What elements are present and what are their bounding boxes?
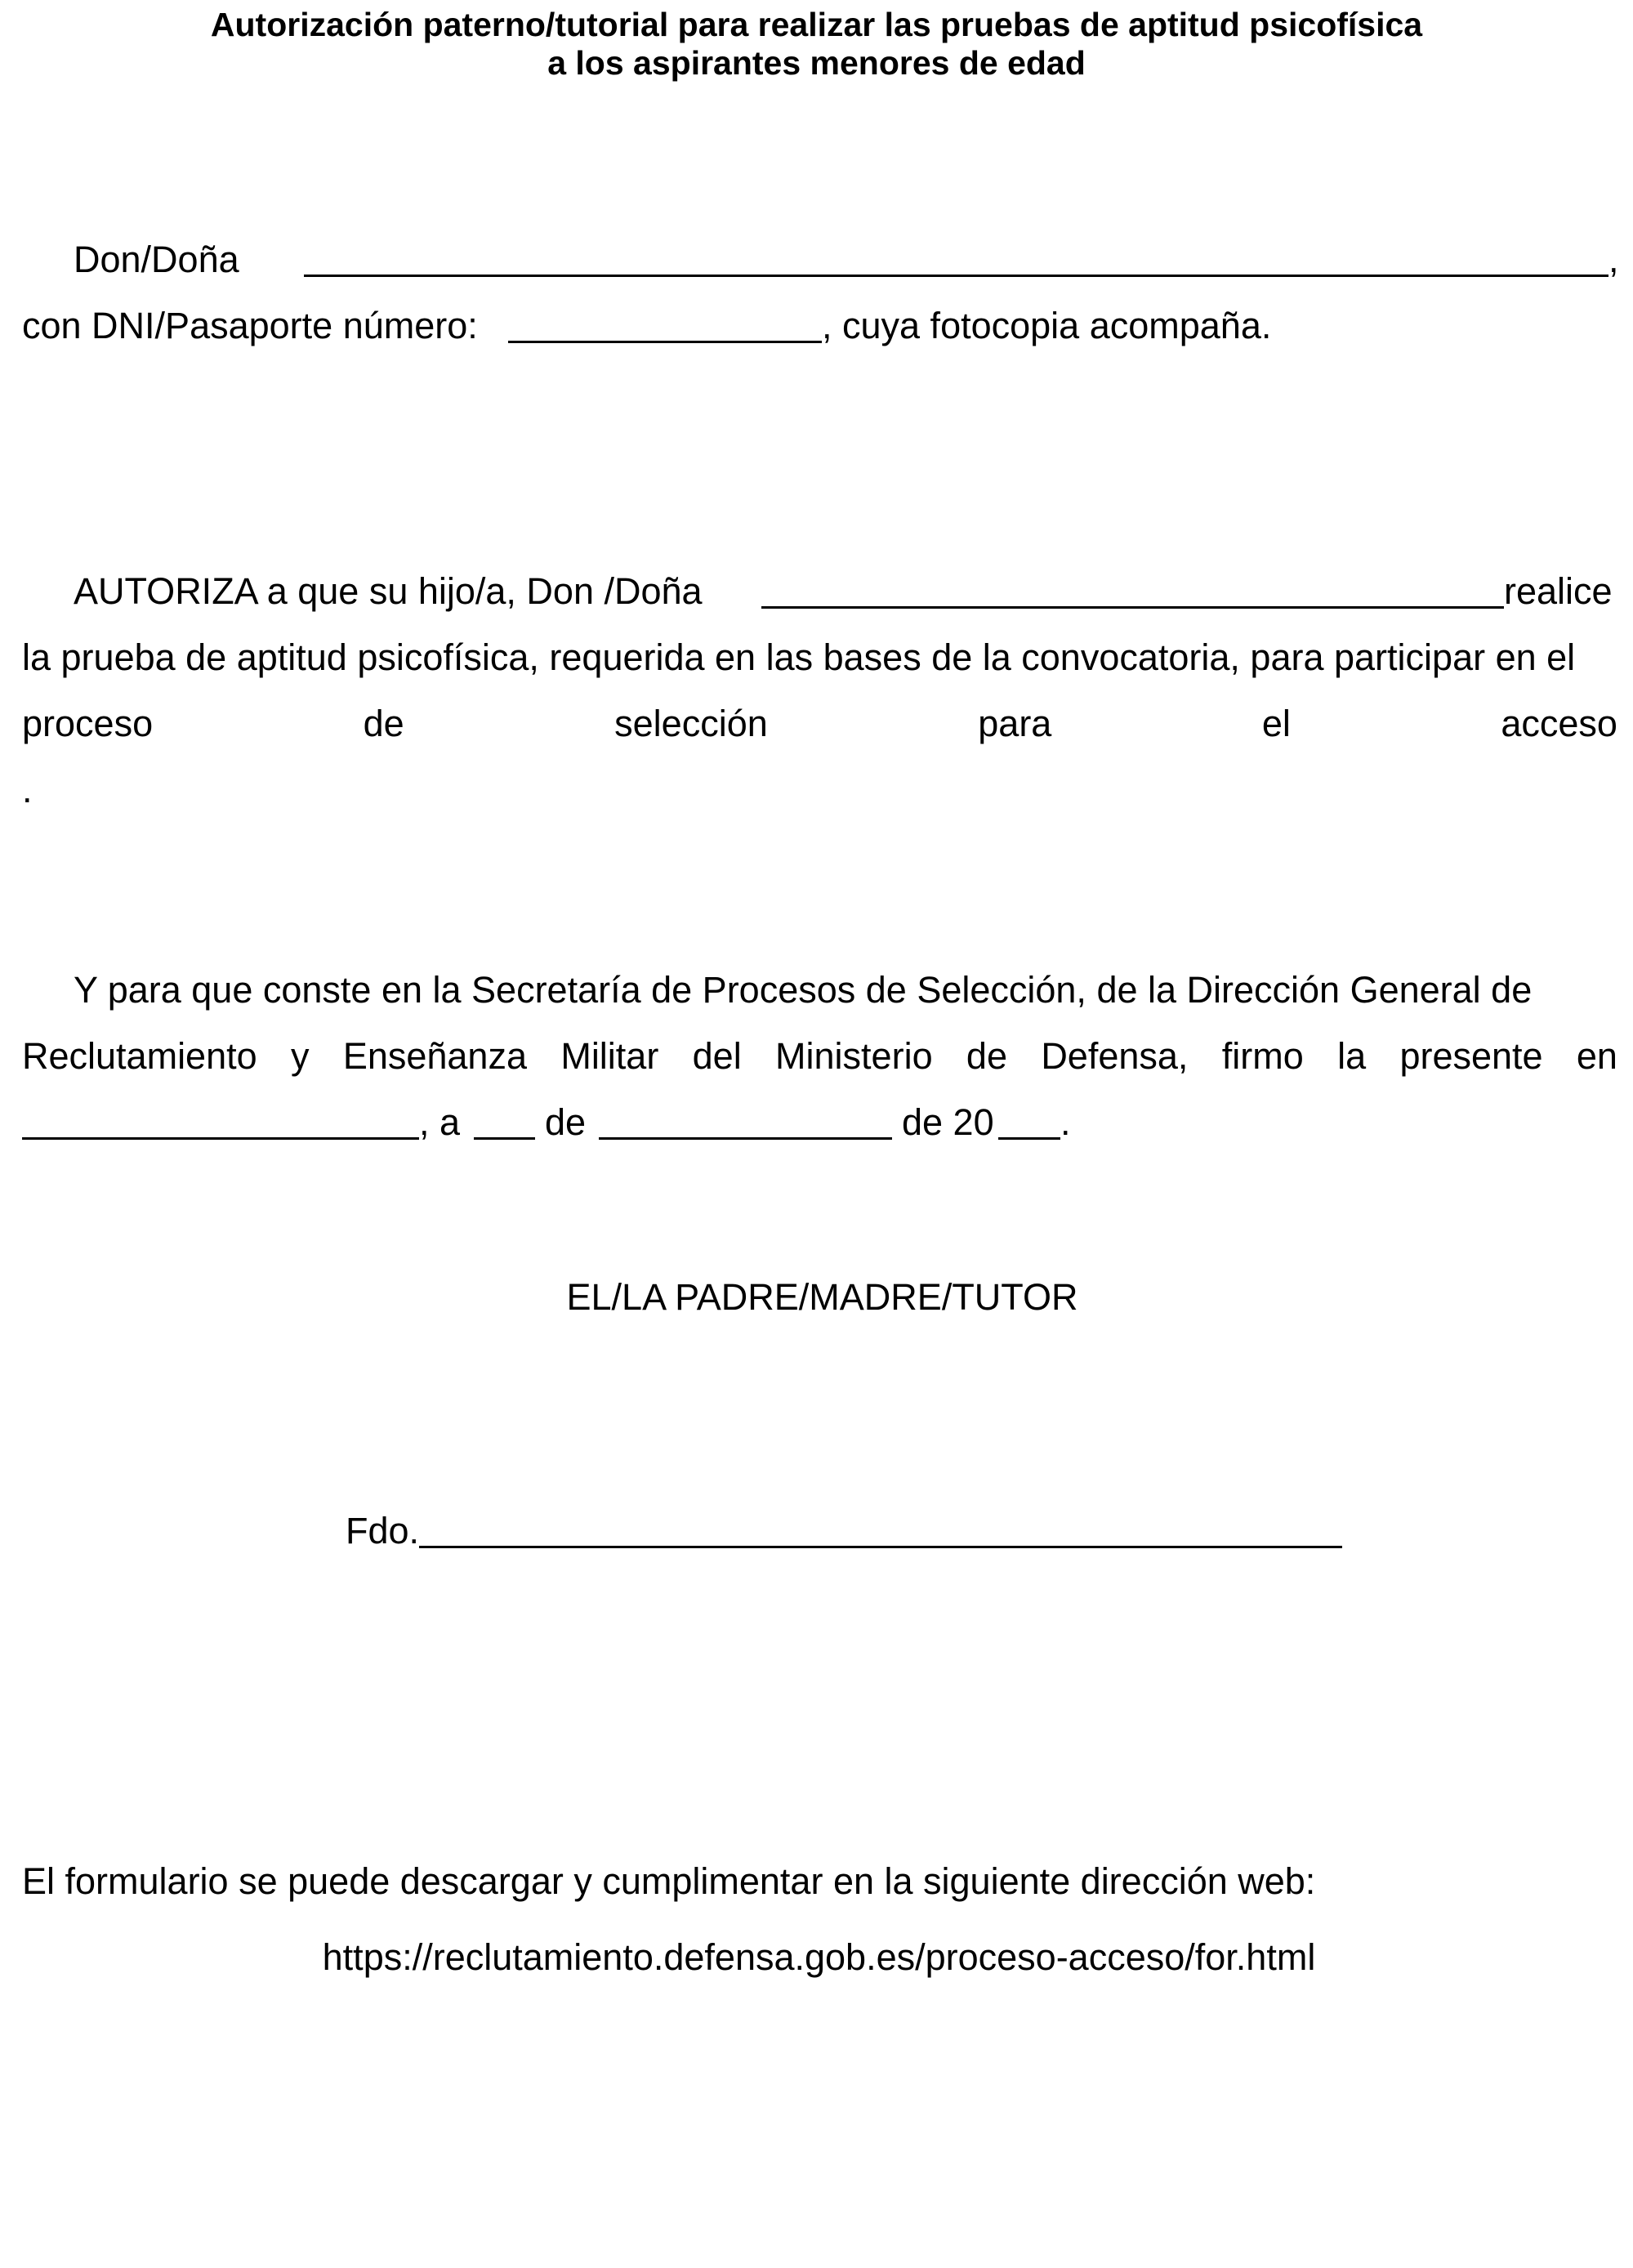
authorization-line-2: la prueba de aptitud psicofísica, requerida en las bases de la convocatoria, para participar en el bbox=[22, 636, 1576, 678]
date-end: . bbox=[1060, 1101, 1071, 1143]
parent-name-label: Don/Doña bbox=[74, 239, 239, 280]
word: Reclutamiento bbox=[22, 1035, 257, 1077]
word: Ministerio bbox=[775, 1035, 933, 1077]
child-name-blank bbox=[761, 606, 1504, 609]
document-title-line-2: a los aspirantes menores de edad bbox=[547, 44, 1086, 82]
parent-name-blank bbox=[304, 275, 1608, 277]
signature-blank bbox=[419, 1546, 1342, 1548]
word: proceso bbox=[22, 703, 154, 744]
place-blank bbox=[22, 1137, 419, 1140]
word: de bbox=[966, 1035, 1007, 1077]
place-field[interactable] bbox=[26, 1101, 415, 1137]
word: Enseñanza bbox=[342, 1035, 527, 1077]
signature-fdo-label: Fdo. bbox=[346, 1510, 420, 1551]
child-name-field[interactable] bbox=[766, 570, 1498, 606]
word: acceso bbox=[1501, 703, 1617, 744]
authorization-suffix: realice bbox=[1504, 570, 1613, 612]
parent-name-field[interactable] bbox=[310, 239, 1601, 275]
authorization-prefix: AUTORIZA a que su hijo/a, Don /Doña bbox=[74, 570, 703, 612]
word: la bbox=[1337, 1035, 1367, 1077]
authorization-line-4: . bbox=[22, 769, 33, 810]
word: el bbox=[1261, 703, 1291, 744]
word: firmo bbox=[1221, 1035, 1304, 1077]
word: del bbox=[692, 1035, 742, 1077]
year-field[interactable] bbox=[1002, 1101, 1057, 1137]
date-sep-de: de bbox=[545, 1101, 587, 1143]
day-field[interactable] bbox=[477, 1101, 532, 1137]
document-title-line-1: Autorización paterno/tutorial para realizar las pruebas de aptitud psicofísica bbox=[210, 6, 1423, 43]
authorization-line-3 bbox=[22, 705, 1617, 742]
year-blank bbox=[998, 1137, 1060, 1140]
dni-suffix: , cuya fotocopia acompaña. bbox=[822, 305, 1272, 346]
dni-blank bbox=[508, 341, 822, 343]
date-sep-year: de 20 bbox=[902, 1101, 994, 1143]
signature-role-label: EL/LA PADRE/MADRE/TUTOR bbox=[566, 1276, 1078, 1318]
download-text: El formulario se puede descargar y cumplimentar en la siguiente dirección web: bbox=[22, 1860, 1316, 1902]
word: para bbox=[978, 703, 1052, 744]
day-blank bbox=[474, 1137, 535, 1140]
word: Militar bbox=[560, 1035, 659, 1077]
month-field[interactable] bbox=[603, 1101, 889, 1137]
word: de bbox=[363, 703, 404, 744]
dni-field[interactable] bbox=[513, 305, 815, 341]
declaration-line-1: Y para que conste en la Secretaría de Procesos de Selección, de la Dirección General de bbox=[74, 969, 1533, 1011]
word: y bbox=[290, 1035, 310, 1077]
signature-field[interactable] bbox=[423, 1510, 1338, 1546]
dni-label: con DNI/Pasaporte número: bbox=[22, 305, 478, 346]
word: en bbox=[1576, 1035, 1617, 1077]
download-url[interactable]: https://reclutamiento.defensa.gob.es/proceso-acceso/for.html bbox=[322, 1936, 1316, 1978]
date-sep-a: , a bbox=[419, 1101, 461, 1143]
word: Defensa, bbox=[1041, 1035, 1189, 1077]
declaration-line-2 bbox=[22, 1035, 1617, 1077]
word: presente bbox=[1399, 1035, 1543, 1077]
month-blank bbox=[599, 1137, 892, 1140]
word: selección bbox=[614, 703, 768, 744]
parent-name-comma: , bbox=[1608, 239, 1619, 280]
